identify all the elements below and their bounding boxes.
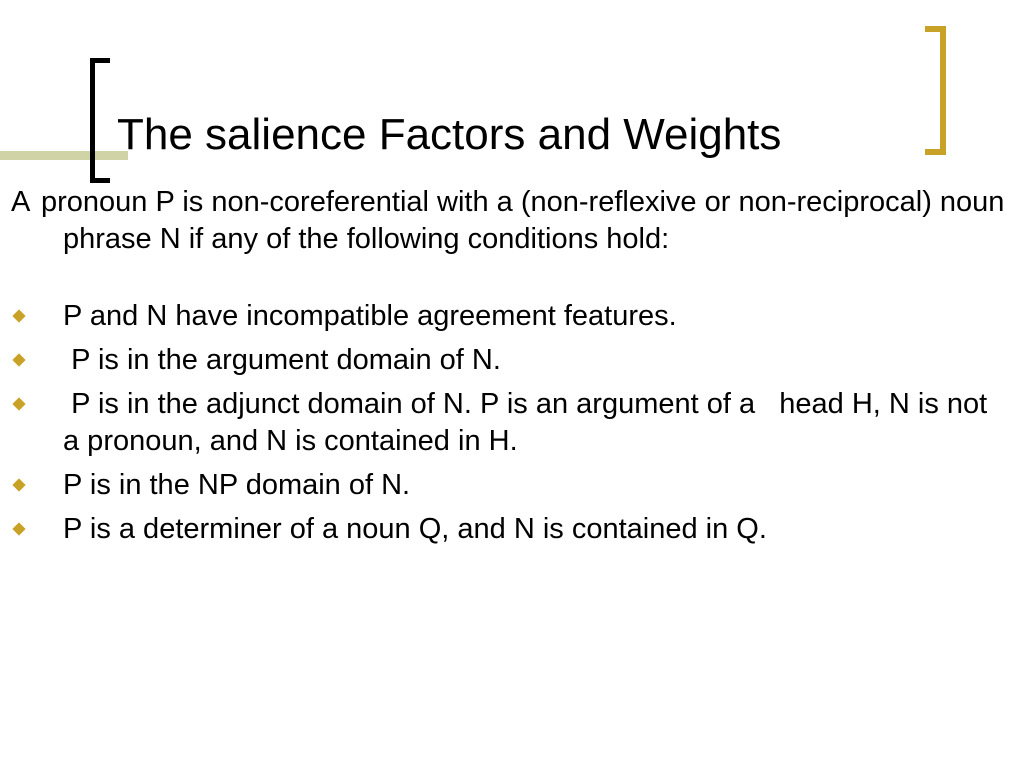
diamond-bullet-icon xyxy=(12,478,25,491)
intro-lead: A xyxy=(11,186,31,218)
diamond-bullet-icon xyxy=(12,309,25,322)
list-item xyxy=(11,342,1011,379)
diamond-bullet-icon xyxy=(12,353,25,366)
list-item-text: P is in the argument domain of N. xyxy=(63,344,501,376)
list-item-text: P is a determiner of a noun Q, and N is contained in Q. xyxy=(63,513,767,545)
right-bracket-decoration xyxy=(925,26,946,155)
list-item xyxy=(11,386,1011,460)
left-bracket-decoration xyxy=(90,58,110,183)
slide-body xyxy=(11,184,1011,555)
list-item-text: P is in the NP domain of N. xyxy=(63,469,411,501)
list-item xyxy=(11,511,1011,548)
condition-list xyxy=(11,298,1011,548)
slide-title: The salience Factors and Weights xyxy=(117,110,782,159)
list-item-text: P and N have incompatible agreement features. xyxy=(63,300,677,332)
diamond-bullet-icon xyxy=(12,397,25,410)
intro-text: pronoun P is non-coreferential with a (non-reflexive or non-reciprocal) noun phrase N if any of the following conditions hold: xyxy=(41,186,1005,255)
diamond-bullet-icon xyxy=(12,522,25,535)
list-item xyxy=(11,467,1011,504)
intro-paragraph xyxy=(11,184,1011,258)
list-item-text: P is in the adjunct domain of N. P is an argument of a head H, N is not a pronoun, and N is contained in H. xyxy=(63,388,996,457)
list-item xyxy=(11,298,1011,335)
